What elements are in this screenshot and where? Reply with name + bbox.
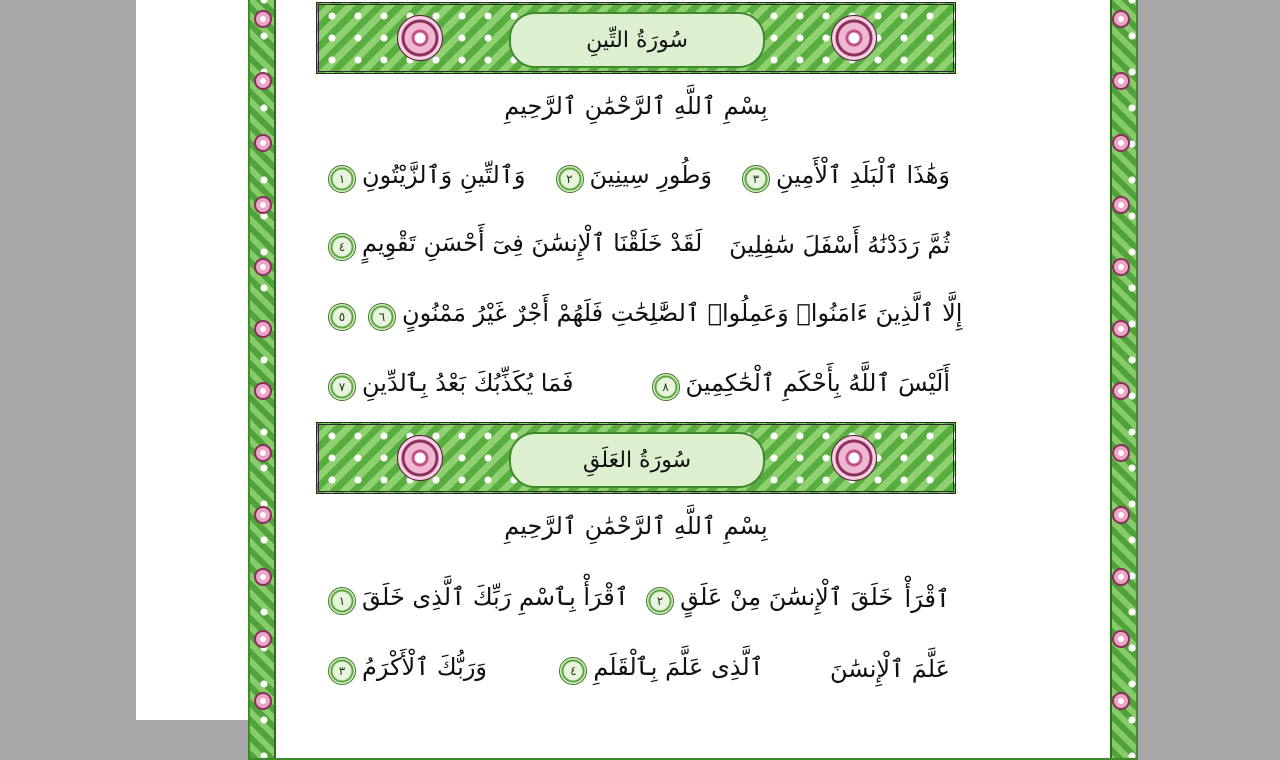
mushaf-page (136, 0, 1138, 720)
ayah-number-marker: ٤ (328, 233, 356, 261)
basmala: بِسْمِ ٱللَّهِ ٱلرَّحْمَٰنِ ٱلرَّحِيمِ (504, 92, 768, 120)
rosette-ornament-icon (1112, 320, 1130, 338)
rosette-ornament-icon (1112, 258, 1130, 276)
verse-line (322, 152, 950, 202)
rosette-ornament-icon (1112, 72, 1130, 90)
rosette-ornament-icon (254, 630, 272, 648)
verse-text: ٱلَّذِى عَلَّمَ بِٱلْقَلَمِ (593, 653, 764, 681)
rosette-ornament-icon (1112, 692, 1130, 710)
verse-segment (550, 161, 712, 193)
verse-segment (646, 369, 950, 401)
ayah-number-marker: ١ (328, 587, 356, 615)
rosette-ornament-icon (254, 72, 272, 90)
surah-header-tin (316, 2, 956, 74)
rosette-ornament-icon (254, 444, 272, 462)
ayah-number-marker: ٤ (559, 657, 587, 685)
rosette-ornament-icon (254, 692, 272, 710)
verse-segment (322, 229, 702, 261)
rosette-ornament-icon (254, 320, 272, 338)
rosette-ornament-icon (254, 382, 272, 400)
surah-title: سُورَةُ العَلَقِ (509, 432, 765, 488)
verse-text: وَرَبُّكَ ٱلْأَكْرَمُ (362, 653, 488, 681)
verse-text: وَٱلتِّينِ وَٱلزَّيْتُونِ (362, 161, 526, 189)
rosette-ornament-icon (1112, 506, 1130, 524)
rosette-ornament-icon (254, 568, 272, 586)
flower-ornament-icon (831, 435, 877, 481)
verse-segment (553, 653, 763, 685)
ayah-number-marker: ٢ (646, 587, 674, 615)
rosette-ornament-icon (1112, 134, 1130, 152)
flower-ornament-icon (831, 15, 877, 61)
verse-segment (322, 583, 629, 615)
verse-text: ٱقْرَأْ بِٱسْمِ رَبِّكَ ٱلَّذِى خَلَقَ (362, 583, 629, 611)
verse-text: ٱقْرَأْ (904, 585, 950, 613)
verse-segment (905, 585, 950, 613)
flower-ornament-icon (397, 435, 443, 481)
ayah-number-marker: ٥ (328, 303, 356, 331)
verse-segment (640, 583, 893, 615)
ayah-number-marker: ١ (328, 165, 356, 193)
basmala: بِسْمِ ٱللَّهِ ٱلرَّحْمَٰنِ ٱلرَّحِيمِ (504, 512, 768, 540)
ayah-number-marker: ٣ (328, 657, 356, 685)
verse-segment (322, 299, 362, 331)
ayah-number-marker: ٣ (742, 165, 770, 193)
surah-header-alaq (316, 422, 956, 494)
verse-segment (322, 161, 526, 193)
rosette-ornament-icon (254, 258, 272, 276)
rosette-ornament-icon (1112, 196, 1130, 214)
rosette-ornament-icon (1112, 10, 1130, 28)
rosette-ornament-icon (1112, 568, 1130, 586)
verse-text: ثُمَّ رَدَدْنَٰهُ أَسْفَلَ سَٰفِلِينَ (729, 231, 950, 259)
verse-segment (830, 655, 950, 683)
surah-title: سُورَةُ التِّينِ (509, 12, 765, 68)
rosette-ornament-icon (1112, 382, 1130, 400)
verse-text: وَطُورِ سِينِينَ (589, 161, 712, 189)
rosette-ornament-icon (254, 10, 272, 28)
flower-ornament-icon (397, 15, 443, 61)
verse-segment (362, 299, 962, 331)
verse-line (322, 644, 950, 694)
verse-line (322, 290, 963, 340)
rosette-ornament-icon (1112, 630, 1130, 648)
verse-text: أَلَيْسَ ٱللَّهُ بِأَحْكَمِ ٱلْحَٰكِمِينَ (685, 369, 950, 397)
verse-text: وَهَٰذَا ٱلْبَلَدِ ٱلْأَمِينِ (775, 161, 950, 189)
verse-line (322, 574, 950, 624)
ayah-number-marker: ٢ (556, 165, 584, 193)
verse-text: خَلَقَ ٱلْإِنسَٰنَ مِنْ عَلَقٍ (680, 583, 894, 611)
verse-segment (736, 161, 950, 193)
verse-segment (322, 369, 573, 401)
ayah-number-marker: ٦ (368, 303, 396, 331)
verse-segment (729, 231, 950, 259)
verse-text: إِلَّا ٱلَّذِينَ ءَامَنُوا۟ وَعَمِلُوا۟ ٱلصَّٰلِحَٰتِ فَلَهُمْ أَجْرٌ غَيْرُ مَمْنُونٍ (402, 299, 963, 327)
ayah-number-marker: ٧ (328, 373, 356, 401)
rosette-ornament-icon (254, 134, 272, 152)
verse-text: عَلَّمَ ٱلْإِنسَٰنَ (830, 655, 950, 683)
verse-text: لَقَدْ خَلَقْنَا ٱلْإِنسَٰنَ فِىٓ أَحْسَنِ تَقْوِيمٍ (362, 229, 703, 257)
ayah-number-marker: ٨ (652, 373, 680, 401)
rosette-ornament-icon (1112, 444, 1130, 462)
verse-segment (322, 653, 487, 685)
verse-text: فَمَا يُكَذِّبُكَ بَعْدُ بِٱلدِّينِ (362, 369, 574, 397)
rosette-ornament-icon (254, 196, 272, 214)
verse-line (322, 220, 950, 270)
rosette-ornament-icon (254, 506, 272, 524)
verse-line (322, 360, 950, 410)
